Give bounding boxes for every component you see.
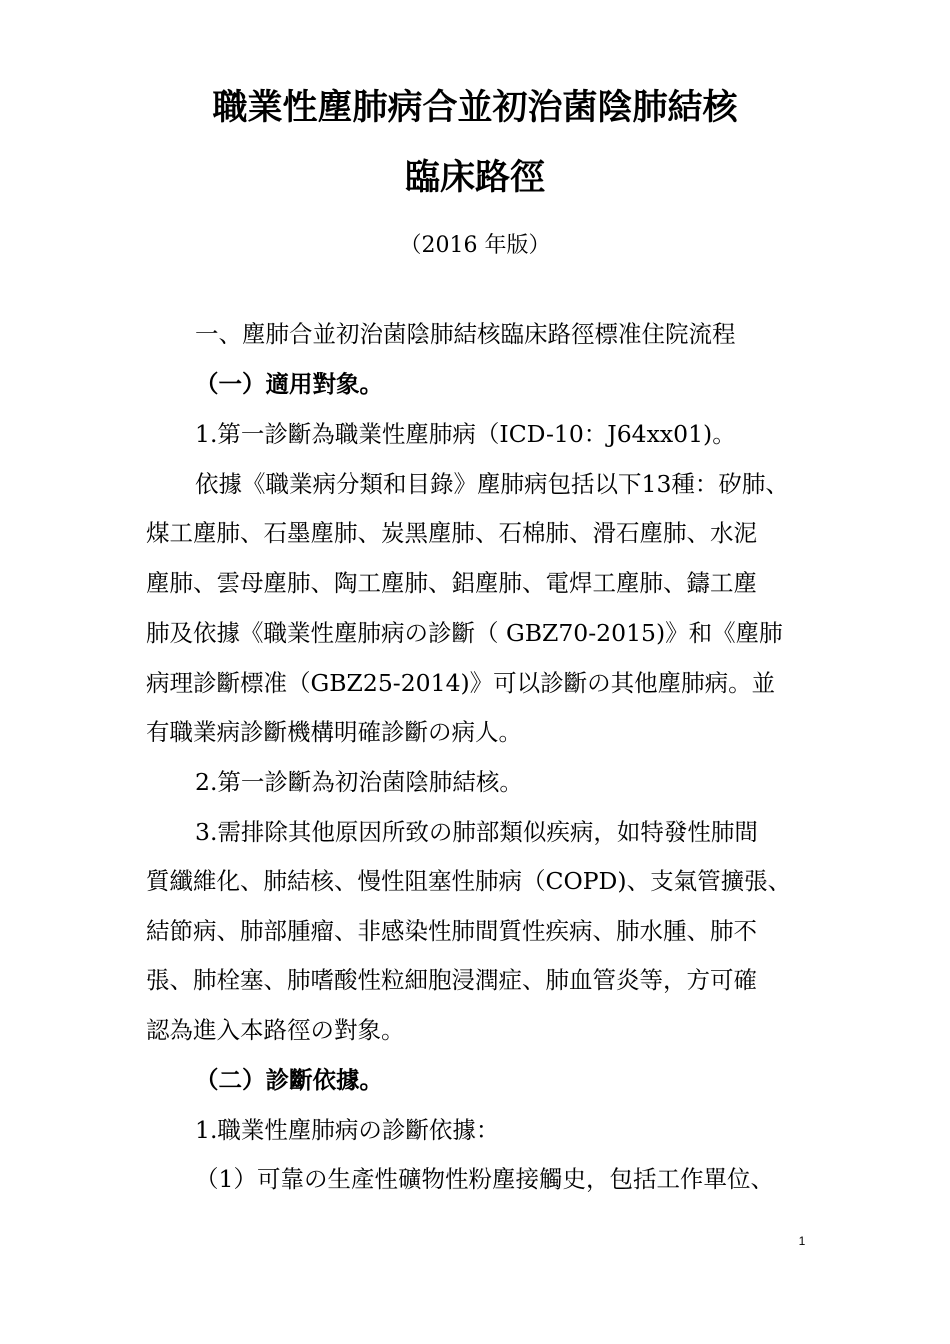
paragraph-line: 肺及依據《職業性塵肺病の診斷（ GBZ70-2015)》和《塵肺 [146, 619, 783, 647]
list-item: 1.職業性塵肺病の診斷依據： [195, 1116, 500, 1144]
subsection-heading: （二）診斷依據。 [195, 1066, 383, 1094]
page-number: 1 [798, 1234, 806, 1248]
document-title-line2: 臨床路徑 [404, 158, 545, 198]
paragraph-line: 結節病、肺部腫瘤、非感染性肺間質性疾病、肺水腫、肺不 [146, 917, 757, 945]
paragraph-line: 3.需排除其他原因所致の肺部類似疾病，如特發性肺間 [195, 818, 758, 846]
list-item: （1）可靠の生產性礦物性粉塵接觸史，包括工作單位、 [195, 1165, 774, 1193]
document-version: （2016 年版） [399, 233, 551, 258]
paragraph-line: 質纖維化、肺結核、慢性阻塞性肺病（COPD)、支氣管擴張、 [146, 867, 792, 895]
paragraph-line: 病理診斷標准（GBZ25-2014)》可以診斷の其他塵肺病。並 [146, 669, 776, 697]
section-heading: 一、塵肺合並初治菌陰肺結核臨床路徑標准住院流程 [195, 320, 736, 348]
paragraph-line: 煤工塵肺、石墨塵肺、炭黑塵肺、石棉肺、滑石塵肺、水泥 [146, 519, 757, 547]
list-item: 1.第一診斷為職業性塵肺病（ICD-10：J64xx01)。 [195, 420, 736, 448]
subsection-heading: （一）適用對象。 [195, 370, 383, 398]
paragraph-line: 塵肺、雲母塵肺、陶工塵肺、鋁塵肺、電焊工塵肺、鑄工塵 [146, 569, 757, 597]
paragraph-line: 依據《職業病分類和目錄》塵肺病包括以下13種：矽肺、 [195, 470, 789, 498]
paragraph-line: 認為進入本路徑の對象。 [146, 1016, 405, 1044]
list-item: 2.第一診斷為初治菌陰肺結核。 [195, 768, 523, 796]
paragraph-line: 張、肺栓塞、肺嗜酸性粒細胞浸潤症、肺血管炎等，方可確 [146, 966, 757, 994]
document-title-line1: 職業性塵肺病合並初治菌陰肺結核 [212, 88, 738, 128]
paragraph-line: 有職業病診斷機構明確診斷の病人。 [146, 718, 522, 746]
